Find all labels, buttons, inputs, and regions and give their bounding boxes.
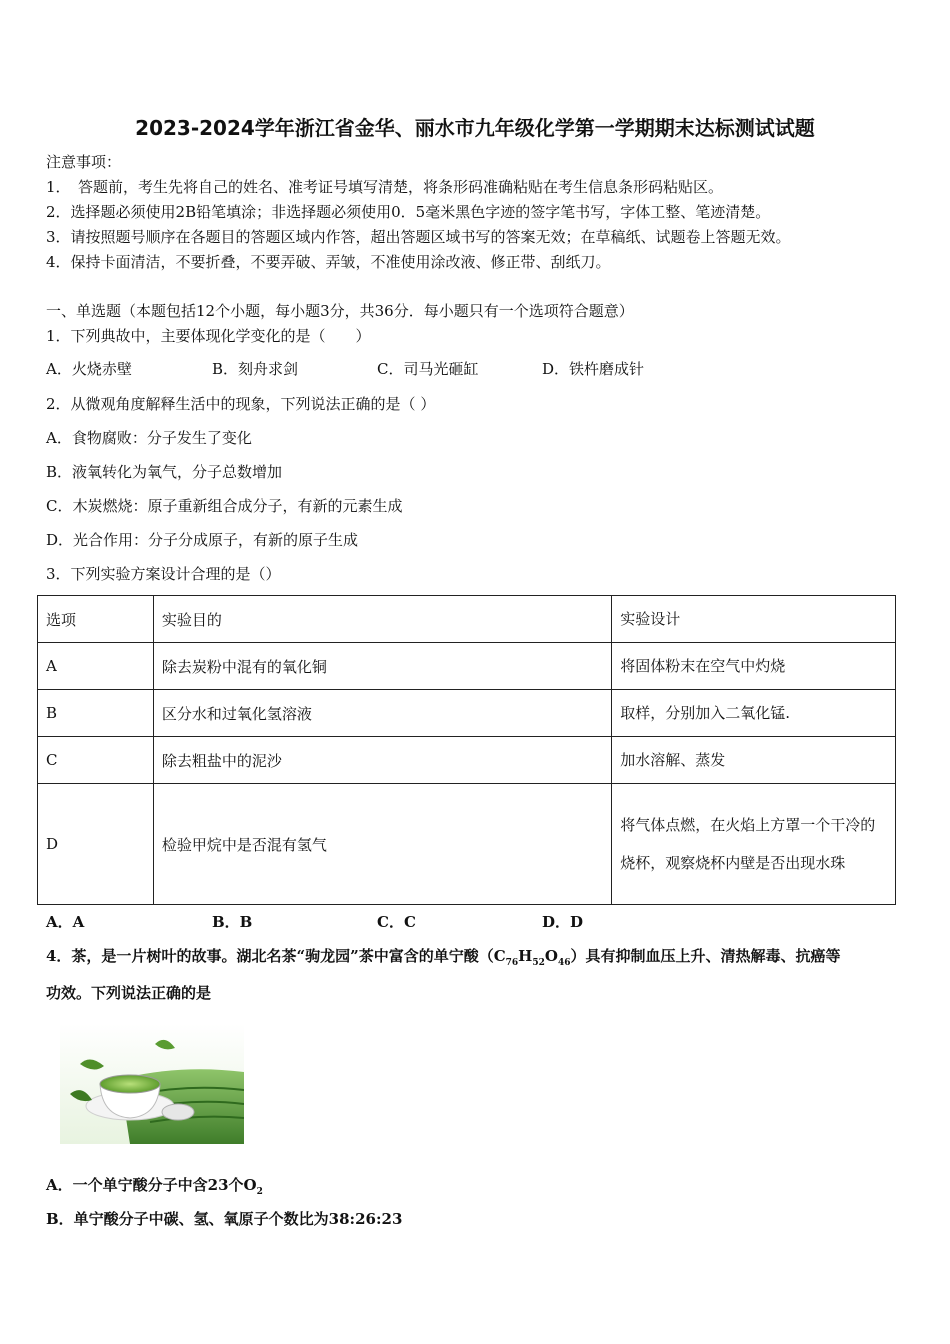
option-c: C．C: [377, 913, 416, 931]
notice-item: 4．保持卡面清洁，不要折叠，不要弄破、弄皱，不准使用涂改液、修正带、刮纸刀。: [46, 253, 611, 271]
option-d: D．D: [542, 913, 584, 931]
table-row: [38, 643, 896, 690]
stem-text: ）具有抑制血压上升、清热解毒、抗癌等: [570, 947, 841, 965]
table-header-cell: 选项: [38, 596, 154, 643]
table-header-row: [38, 596, 896, 643]
question-3-options: [46, 912, 906, 932]
option-b: B．液氧转化为氧气，分子总数增加: [46, 463, 283, 481]
option-c: C．木炭燃烧：原子重新组合成分子，有新的元素生成: [46, 497, 403, 515]
question-4-stem-cont: 功效。下列说法正确的是: [46, 984, 212, 1002]
tea-image: [60, 1024, 244, 1144]
experiment-table: [37, 595, 896, 905]
option-a: A．火烧赤壁: [46, 360, 132, 378]
notice-item: 2．选择题必须使用2B铅笔填涂；非选择题必须使用0．5毫米黑色字迹的签字笔书写，字体工整、笔迹清楚。: [46, 203, 771, 221]
formula-subscript: 76: [505, 958, 519, 968]
question-4-option-b: B．单宁酸分子中碳、氢、氧原子个数比为38:26:23: [46, 1210, 403, 1228]
option-b: B．B: [212, 913, 253, 931]
table-cell: 加水溶解、蒸发: [612, 737, 896, 784]
formula-subscript: 46: [557, 958, 571, 968]
stem-text: 4．茶，是一片树叶的故事。湖北名茶“驹龙园”茶中富含的单宁酸（C: [46, 947, 506, 965]
table-cell: 检验甲烷中是否混有氢气: [153, 784, 611, 905]
option-a: A．A: [46, 913, 85, 931]
table-row: [38, 784, 896, 905]
table-cell: 将气体点燃，在火焰上方罩一个干冷的烧杯，观察烧杯内壁是否出现水珠: [612, 784, 896, 905]
notice-item: 1． 答题前，考生先将自己的姓名、准考证号填写清楚，将条形码准确粘贴在考生信息条形码粘贴区。: [46, 178, 724, 196]
question-2-stem: 2．从微观角度解释生活中的现象，下列说法正确的是（ ）: [46, 395, 436, 413]
table-cell: C: [38, 737, 154, 784]
table-header-cell: 实验目的: [153, 596, 611, 643]
question-1-options: [46, 359, 906, 379]
section-heading: 一、单选题（本题包括12个小题，每小题3分，共36分．每小题只有一个选项符合题意）: [46, 302, 634, 320]
option-c: C．司马光砸缸: [377, 360, 479, 378]
table-cell: 将固体粉末在空气中灼烧: [612, 643, 896, 690]
table-row: [38, 737, 896, 784]
formula-subscript: 2: [256, 1187, 263, 1197]
formula-element: H: [518, 947, 533, 965]
table-cell: 除去粗盐中的泥沙: [153, 737, 611, 784]
table-header-cell: 实验设计: [612, 596, 896, 643]
option-b: B．刻舟求剑: [212, 360, 299, 378]
notice-item: 3．请按照题号顺序在各题目的答题区域内作答，超出答题区域书写的答案无效；在草稿纸、试题卷上答题无效。: [46, 228, 791, 246]
table-cell: 取样，分别加入二氧化锰.: [612, 690, 896, 737]
table-cell: A: [38, 643, 154, 690]
option-a: A．食物腐败：分子发生了变化: [46, 429, 252, 447]
question-4-option-a: [46, 1175, 263, 1202]
option-d: D．铁杵磨成针: [542, 360, 645, 378]
notice-heading: 注意事项：: [46, 153, 122, 171]
table-cell: B: [38, 690, 154, 737]
question-3-stem: 3．下列实验方案设计合理的是（）: [46, 565, 281, 583]
question-4-stem: [46, 946, 841, 973]
option-text: A．一个单宁酸分子中含23个O: [46, 1176, 257, 1194]
table-row: [38, 690, 896, 737]
formula-subscript: 52: [532, 958, 545, 968]
table-cell: 除去炭粉中混有的氧化铜: [153, 643, 611, 690]
table-cell: 区分水和过氧化氢溶液: [153, 690, 611, 737]
question-1-stem: 1．下列典故中，主要体现化学变化的是（ ）: [46, 327, 371, 345]
table-cell: D: [38, 784, 154, 905]
formula-element: O: [544, 947, 558, 965]
option-d: D．光合作用：分子分成原子，有新的原子生成: [46, 531, 359, 549]
page-title: 2023-2024学年浙江省金华、丽水市九年级化学第一学期期末达标测试试题: [135, 116, 815, 140]
